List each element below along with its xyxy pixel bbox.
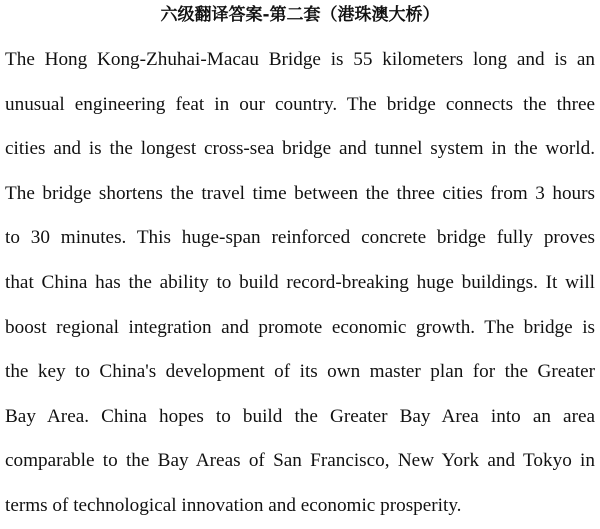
translation-paragraph bbox=[5, 38, 595, 529]
paragraph-line-8: the key to China's development of its own master plan for the Greater bbox=[5, 361, 595, 383]
paragraph-line-7: boost regional integration and promote economic growth. The bridge is bbox=[5, 316, 595, 338]
paragraph-line-2: unusual engineering feat in our country. The bridge connects the three bbox=[5, 93, 595, 115]
paragraph-line-6: that China has the ability to build record-breaking huge buildings. It will bbox=[5, 271, 595, 293]
paragraph-line-1: The Hong Kong-Zhuhai-Macau Bridge is 55 kilometers long and is an bbox=[5, 49, 595, 70]
paragraph-line-9: Bay Area. China hopes to build the Greater Bay Area into an area bbox=[5, 405, 595, 427]
paragraph-line-10: comparable to the Bay Areas of San Francisco, New York and Tokyo in bbox=[5, 450, 595, 472]
paragraph-line-3: cities and is the longest cross-sea bridge and tunnel system in the world. bbox=[5, 138, 595, 160]
paragraph-line-4: The bridge shortens the travel time between the three cities from 3 hours bbox=[5, 182, 595, 204]
paragraph-line-11: terms of technological innovation and economic prosperity. bbox=[5, 494, 462, 516]
document-title: 六级翻译答案-第二套（港珠澳大桥） bbox=[160, 5, 440, 25]
paragraph-line-5: to 30 minutes. This huge-span reinforced concrete bridge fully proves bbox=[5, 227, 595, 249]
